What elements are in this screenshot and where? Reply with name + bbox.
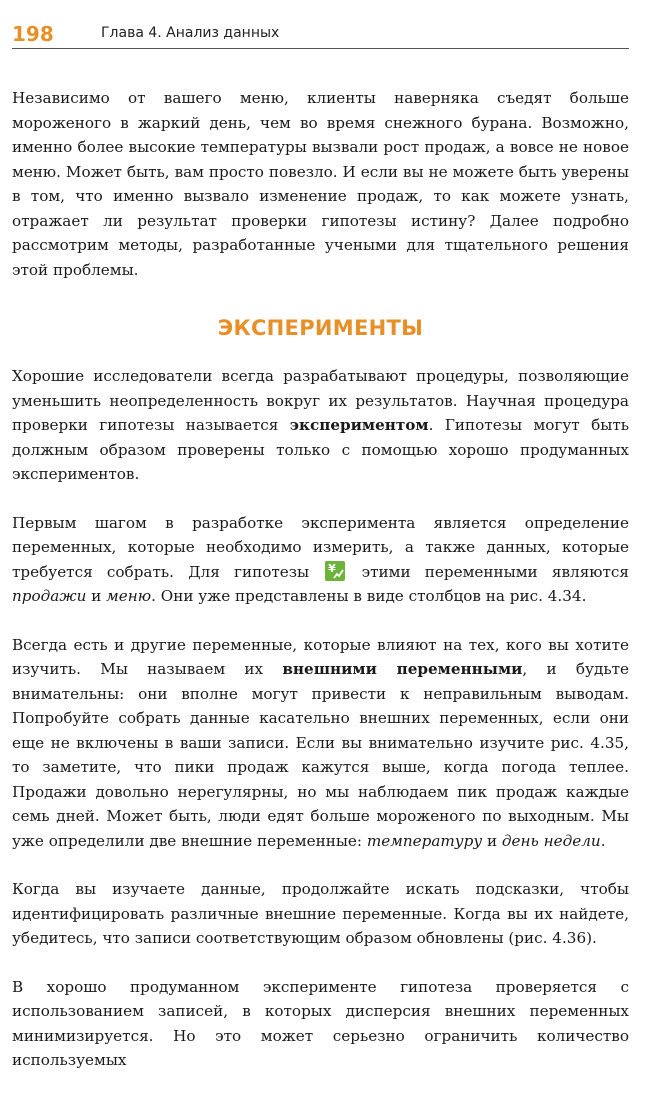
paragraph-experiment-definition: [12, 364, 629, 487]
text-run: и: [482, 831, 502, 850]
paragraph-external-variables: [12, 633, 629, 854]
text-run: . Они уже представлены в виде столбцов на рис. 4.34.: [151, 587, 587, 605]
text-run: Первым шагом в разработке эксперимента является определение переменных, которые необходимо измерить, а также данных, которые требуется собрать. Для гипотезы: [12, 513, 629, 581]
text-run: . Гипотезы могут быть должным образом проверены только с помощью хорошо продуманных экспериментов.: [12, 416, 629, 483]
text-run: Всегда есть и другие переменные, которые влияют на тех, кого вы хотите изучить. Мы называем их: [12, 635, 629, 678]
chapter-title: Глава 4. Анализ данных: [101, 25, 280, 41]
paragraph-variables: [12, 511, 629, 609]
svg-text:¥: ¥: [328, 561, 337, 575]
term-sales: продажи: [12, 587, 87, 605]
paragraph-variance: В хорошо продуманном эксперименте гипотеза проверяется с использованием записей, в которых дисперсия внешних переменных минимизируется. Но это может серьезно ограничить количество используемых: [12, 977, 629, 1069]
section-heading: ЭКСПЕРИМЕНТЫ: [217, 316, 424, 340]
running-header: [12, 18, 629, 49]
term-day-of-week: день недели: [501, 831, 601, 850]
text-run: .: [600, 831, 606, 850]
term-external-variables: внешними переменными: [282, 660, 523, 678]
term-menu: меню: [106, 587, 152, 605]
text-run: Хорошие исследователи всегда разрабатывают процедуры, позволяющие уменьшить неопределенность вокруг их результатов. Научная процедура проверки гипотезы называется: [12, 367, 629, 434]
term-temperature: температуру: [366, 831, 483, 850]
paragraph-clues: Когда вы изучаете данные, продолжайте искать подсказки, чтобы идентифицировать различные внешние переменные. Когда вы их найдете, убедитесь, что записи соответствующим образом обновлены (рис. 4.36).: [12, 880, 629, 947]
page-number: 198: [12, 22, 54, 46]
text-run: , и будьте внимательны: они вполне могут привести к неправильным выводам. Попробуйте собрать данные касательно внешних переменных, если они еще не включены в ваши записи. Если вы внимательно изучите рис. 4.35, то заметите, что пики продаж кажутся выше, когда погода теплее. Продажи довольно нерегулярны, но мы наблюдаем пик продаж каждые семь дней. Может быть, люди едят больше мороженого по выходным. Мы уже определили две внешние переменные:: [12, 660, 629, 850]
hypothesis-icon: [325, 561, 345, 581]
text-run: этими переменными являются: [361, 562, 629, 581]
paragraph-intro: Независимо от вашего меню, клиенты наверняка съедят больше мороженого в жаркий день, чем во время снежного бурана. Возможно, именно более высокие температуры вызвали рост продаж, а вовсе не новое меню. Может быть, вам просто повезло. И если вы не можете быть уверены в том, что именно вызвало изменение продаж, то как можете узнать, отражает ли результат проверки гипотезы истину? Далее подробно рассмотрим методы, разработанные учеными для тщательного решения этой проблемы.: [12, 89, 629, 279]
page-body: [12, 86, 629, 1097]
text-run: и: [86, 587, 107, 605]
term-experiment: экспериментом: [289, 416, 429, 434]
